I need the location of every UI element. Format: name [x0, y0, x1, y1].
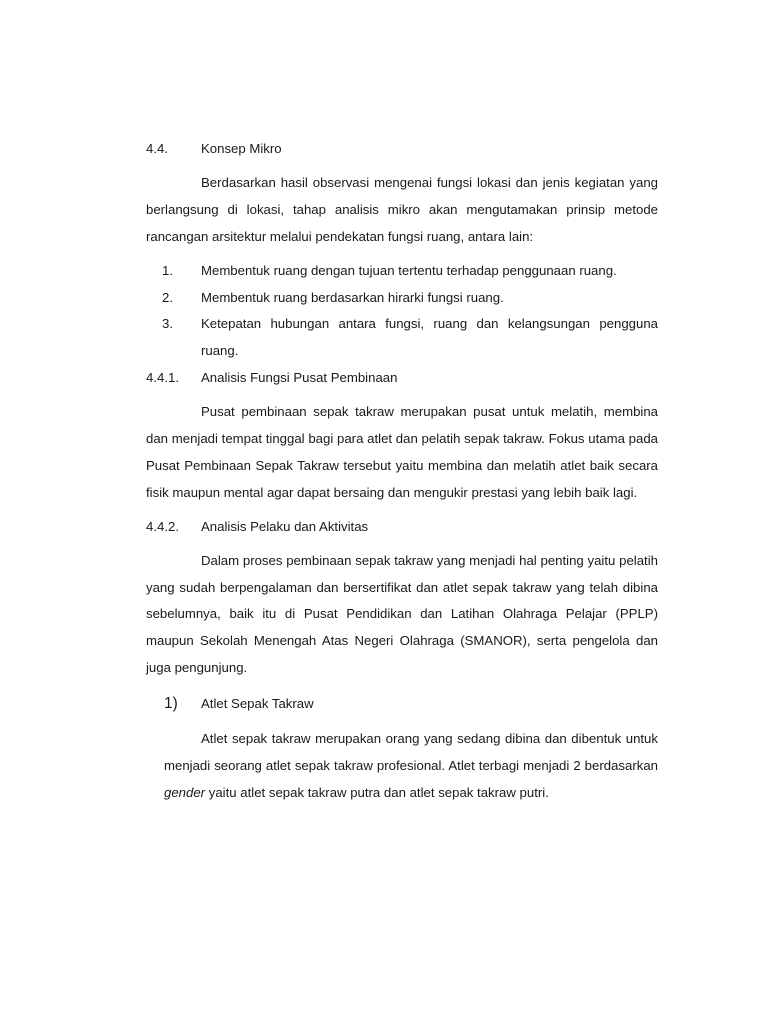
list-item-text: Ketepatan hubungan antara fungsi, ruang dan kelangsungan pengguna ruang.	[201, 316, 658, 359]
section-heading-4-4-1	[146, 365, 658, 392]
list-item-number: 3.	[162, 316, 173, 332]
paragraph-text-before: Atlet sepak takraw merupakan orang yang sedang dibina dan dibentuk untuk menjadi seorang atlet sepak takraw profesional. Atlet terbagi menjadi 2 berdasarkan	[164, 731, 658, 774]
section-title: Analisis Pelaku dan Aktivitas	[201, 518, 369, 534]
subsection-1-paragraph	[164, 726, 658, 807]
section-4-4-intro: Berdasarkan hasil observasi mengenai fungsi lokasi dan jenis kegiatan yang berlangsung di lokasi, tahap analisis mikro akan mengutamakan prinsip metode rancangan arsitektur melalui pendekatan fungsi ruang, antara lain:	[146, 174, 658, 244]
section-number: 4.4.	[146, 141, 168, 156]
list-item-text: Membentuk ruang berdasarkan hirarki fungsi ruang.	[201, 289, 504, 305]
subsection-heading-1	[164, 689, 658, 719]
section-4-4-1-paragraph: Pusat pembinaan sepak takraw merupakan pusat untuk melatih, membina dan menjadi tempat tinggal bagi para atlet dan pelatih sepak takraw. Fokus utama pada Pusat Pembinaan Sepak Takraw tersebut yaitu membina dan melatih atlet baik secara fisik maupun mental agar dapat bersaing dan mengukir prestasi yang lebih baik lagi.	[146, 404, 658, 500]
paragraph-text-after: yaitu atlet sepak takraw putra dan atlet sepak takraw putri.	[205, 784, 549, 800]
section-heading-4-4-2	[146, 514, 658, 541]
list-item-number: 1.	[162, 262, 173, 278]
section-number: 4.4.1.	[146, 370, 179, 386]
section-heading-4-4	[146, 136, 658, 163]
section-number: 4.4.2.	[146, 518, 179, 534]
list-item	[146, 258, 658, 285]
subsection-number: 1)	[164, 694, 178, 712]
principle-list	[146, 258, 658, 366]
italic-term: gender	[164, 784, 206, 800]
list-item	[146, 285, 658, 312]
subsection-1-body	[164, 726, 658, 807]
list-item-text: Membentuk ruang dengan tujuan tertentu terhadap penggunaan ruang.	[201, 262, 617, 278]
document-page	[146, 136, 658, 807]
subsection-title: Atlet Sepak Takraw	[201, 695, 314, 711]
section-title: Konsep Mikro	[201, 141, 282, 156]
section-title: Analisis Fungsi Pusat Pembinaan	[201, 370, 398, 386]
list-item-number: 2.	[162, 289, 173, 305]
list-item	[146, 311, 658, 365]
section-4-4-2-paragraph: Dalam proses pembinaan sepak takraw yang menjadi hal penting yaitu pelatih yang sudah berpengalaman dan bersertifikat dan atlet sepak takraw yang telah dibina sebelumnya, baik itu di Pusat Pendidikan dan Latihan Olahraga Pelajar (PPLP) maupun Sekolah Menengah Atas Negeri Olahraga (SMANOR), serta pengelola dan juga pengunjung.	[146, 552, 658, 676]
